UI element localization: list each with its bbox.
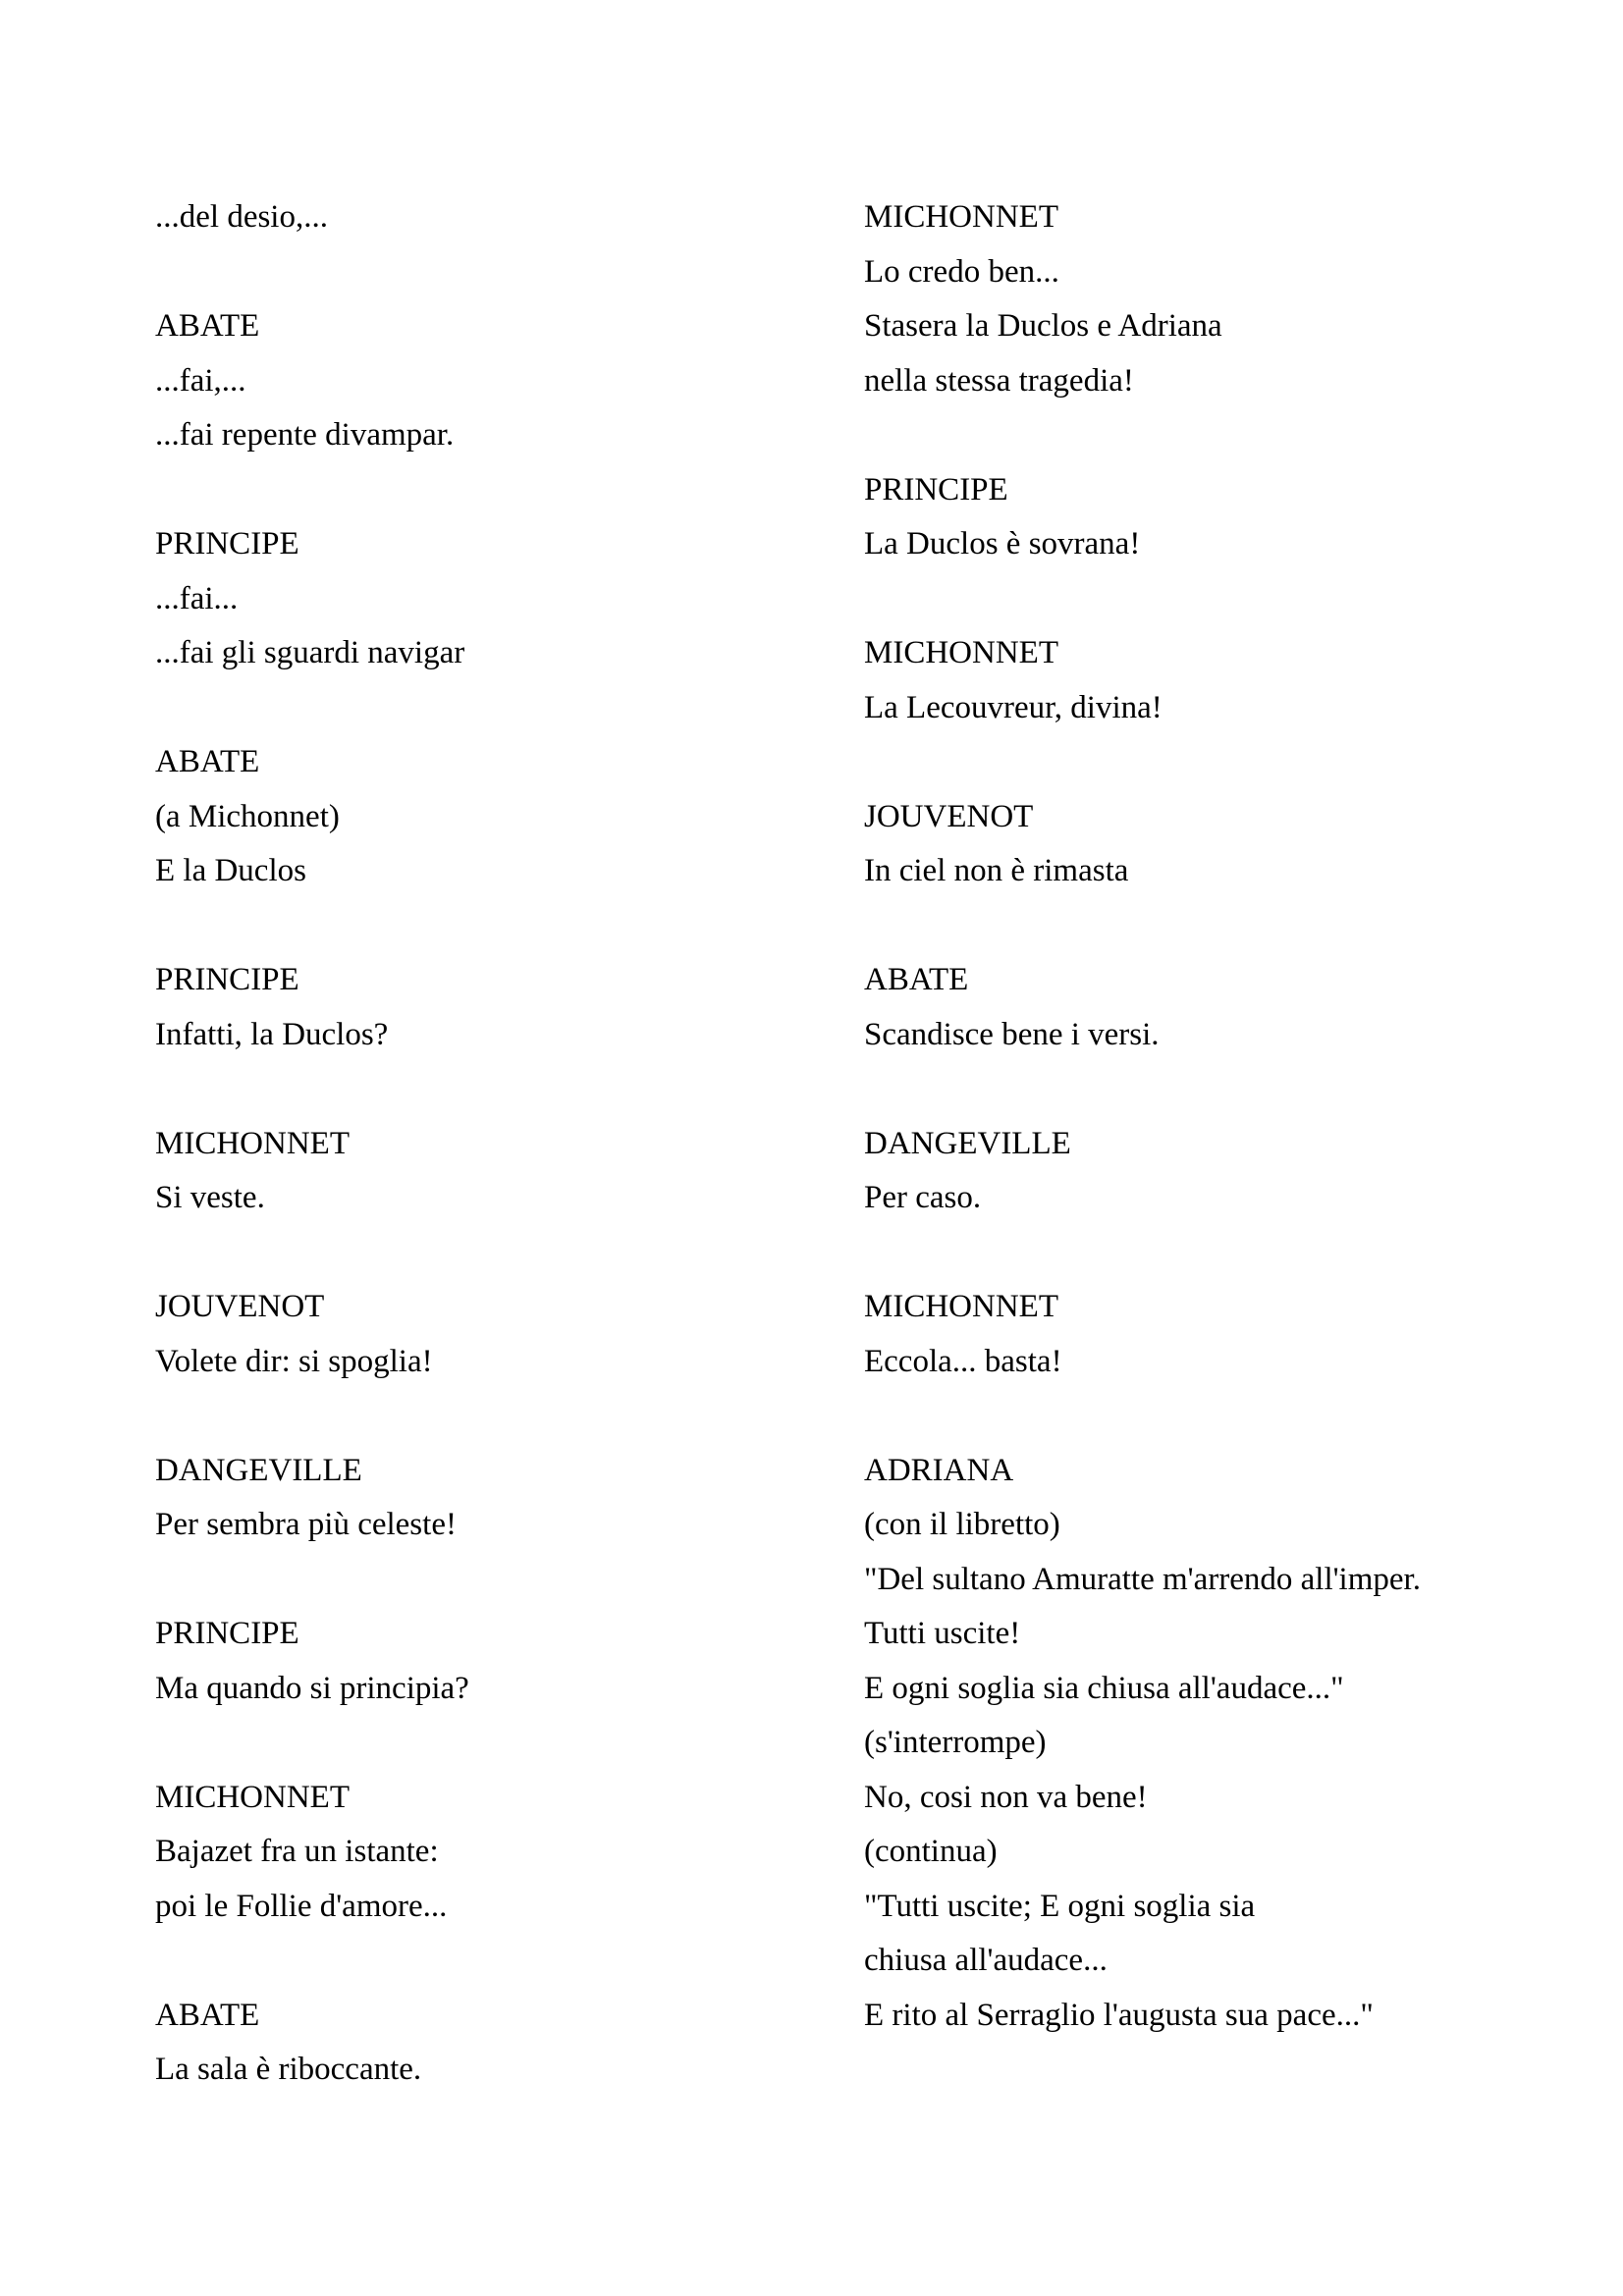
dialogue-line: Tutti uscite! (864, 1616, 1021, 1651)
dialogue-block (155, 1989, 842, 2098)
dialogue-block (155, 517, 842, 681)
block-spacer (864, 408, 1551, 463)
dialogue-line: (con il libretto) (864, 1507, 1060, 1542)
speaker-name: PRINCIPE (155, 962, 299, 997)
left-column (155, 190, 842, 2098)
dialogue-block (864, 790, 1551, 899)
block-spacer (155, 1934, 842, 1989)
dialogue-block (155, 735, 842, 899)
dialogue-block (155, 1280, 842, 1389)
dialogue-line: E la Duclos (155, 853, 306, 888)
dialogue-line: E rito al Serraglio l'augusta sua pace..." (864, 1997, 1374, 2033)
dialogue-line: ...fai... (155, 580, 239, 616)
block-spacer (155, 463, 842, 518)
block-spacer (864, 1389, 1551, 1444)
speaker-name: MICHONNET (864, 199, 1058, 235)
speaker-name: MICHONNET (155, 1125, 350, 1161)
speaker-name: ABATE (864, 962, 969, 997)
dialogue-block (864, 1444, 1551, 2044)
dialogue-block (155, 1444, 842, 1553)
block-spacer (155, 1553, 842, 1608)
block-spacer (155, 899, 842, 954)
speaker-name: MICHONNET (864, 1289, 1058, 1324)
block-spacer (864, 572, 1551, 627)
speaker-name: DANGEVILLE (155, 1452, 362, 1488)
dialogue-line: "Tutti uscite; E ogni soglia sia (864, 1888, 1256, 1924)
dialogue-line: Infatti, la Duclos? (155, 1016, 389, 1052)
dialogue-line: Ma quando si principia? (155, 1670, 469, 1706)
dialogue-block (864, 953, 1551, 1062)
dialogue-block (864, 1117, 1551, 1226)
dialogue-block (864, 1280, 1551, 1389)
dialogue-line: "Del sultano Amuratte m'arrendo all'imper. (864, 1561, 1421, 1597)
block-spacer (864, 735, 1551, 790)
right-column (864, 190, 1551, 2043)
dialogue-block (155, 299, 842, 463)
dialogue-line: Volete dir: si spoglia! (155, 1343, 433, 1379)
speaker-name: PRINCIPE (155, 526, 299, 561)
dialogue-block (864, 626, 1551, 735)
block-spacer (155, 245, 842, 300)
speaker-name: DANGEVILLE (864, 1125, 1071, 1161)
speaker-name: ADRIANA (864, 1452, 1014, 1488)
dialogue-line: La Duclos è sovrana! (864, 526, 1141, 561)
block-spacer (864, 1062, 1551, 1117)
speaker-name: ABATE (155, 308, 260, 344)
speaker-name: MICHONNET (864, 635, 1058, 670)
dialogue-line: La Lecouvreur, divina! (864, 689, 1163, 725)
dialogue-line: ...fai repente divampar. (155, 417, 455, 453)
dialogue-block (155, 190, 842, 245)
dialogue-line: ...del desio,... (155, 199, 328, 235)
block-spacer (864, 1226, 1551, 1281)
speaker-name: ABATE (155, 744, 260, 779)
dialogue-line: Eccola... basta! (864, 1343, 1062, 1379)
dialogue-line: La sala è riboccante. (155, 2052, 422, 2087)
dialogue-line: nella stessa tragedia! (864, 362, 1134, 399)
dialogue-block (155, 1607, 842, 1716)
block-spacer (155, 681, 842, 736)
dialogue-line: In ciel non è rimasta (864, 853, 1129, 888)
dialogue-line: Per caso. (864, 1180, 982, 1215)
dialogue-block (864, 190, 1551, 408)
dialogue-line: chiusa all'audace... (864, 1943, 1108, 1978)
speaker-name: PRINCIPE (155, 1616, 299, 1651)
block-spacer (155, 1716, 842, 1771)
dialogue-line: Lo credo ben... (864, 253, 1059, 290)
dialogue-block (155, 1117, 842, 1226)
speaker-name: MICHONNET (155, 1779, 350, 1815)
dialogue-line: Stasera la Duclos e Adriana (864, 308, 1222, 344)
dialogue-line: Per sembra più celeste! (155, 1507, 457, 1542)
dialogue-line: E ogni soglia sia chiusa all'audace..." (864, 1670, 1344, 1706)
block-spacer (155, 1226, 842, 1281)
speaker-name: ABATE (155, 1997, 260, 2033)
dialogue-line: ...fai gli sguardi navigar (155, 635, 465, 670)
block-spacer (155, 1389, 842, 1444)
speaker-name: JOUVENOT (155, 1289, 325, 1324)
speaker-name: PRINCIPE (864, 471, 1008, 507)
dialogue-line: (s'interrompe) (864, 1725, 1047, 1760)
dialogue-line: Si veste. (155, 1180, 265, 1215)
dialogue-block (155, 953, 842, 1062)
dialogue-line: Bajazet fra un istante: (155, 1834, 439, 1869)
block-spacer (864, 899, 1551, 954)
dialogue-line: Scandisce bene i versi. (864, 1016, 1160, 1052)
dialogue-line: (continua) (864, 1834, 998, 1869)
dialogue-line: ...fai,... (155, 362, 246, 399)
dialogue-block (155, 1771, 842, 1935)
dialogue-line: No, cosi non va bene! (864, 1779, 1148, 1815)
dialogue-line: poi le Follie d'amore... (155, 1888, 448, 1924)
block-spacer (155, 1062, 842, 1117)
speaker-name: JOUVENOT (864, 798, 1034, 834)
dialogue-block (864, 463, 1551, 572)
dialogue-line: (a Michonnet) (155, 798, 340, 834)
